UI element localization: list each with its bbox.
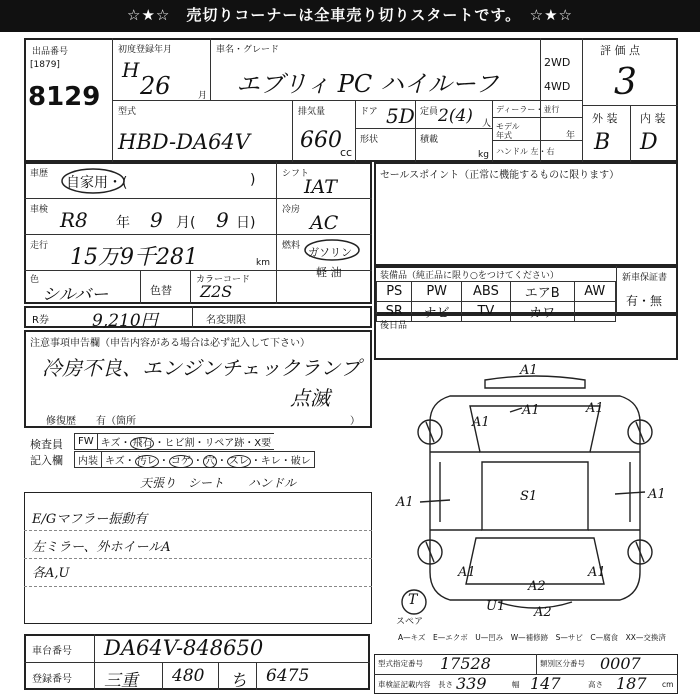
mark-a2-bumper: A2 <box>534 605 552 618</box>
notes-label: 後日品 <box>380 321 408 331</box>
name-label: 車名・グレード <box>216 45 280 55</box>
aircon-label: 冷房 <box>282 205 301 215</box>
mark-a1-lr: A1 <box>458 565 476 580</box>
equip-navi: ナビ <box>412 302 461 322</box>
length: 339 <box>456 674 487 693</box>
inspector-note-2: 左ミラー、外ホイールA <box>32 540 171 555</box>
int-rest: ・キレ・破レ <box>250 456 311 467</box>
check-label-2: 記入欄 <box>30 454 63 467</box>
chassis-label: 車台番号 <box>32 646 72 657</box>
reg-month-unit: 月 <box>198 91 208 101</box>
name-change-label: 名変期限 <box>206 315 246 326</box>
legend: A—キズ E—エクボ U—凹み W—補修跡 S—サビ C—腐食 XX—交換済 <box>398 633 666 642</box>
load-label: 積載 <box>420 135 439 145</box>
mark-a1-left: A1 <box>396 495 414 510</box>
car-diagram <box>390 362 680 618</box>
mark-u1: U1 <box>486 599 506 614</box>
shape-label: 形状 <box>360 135 379 145</box>
declaration-line2: 点滅 <box>290 386 330 410</box>
fuel-circle-mark <box>302 238 362 262</box>
ext-label: 外 装 <box>592 112 618 125</box>
warranty-value: 有・無 <box>626 294 663 308</box>
height: 187 <box>616 674 647 693</box>
year-unit: 年 <box>566 131 576 141</box>
car-name: エブリィ PC ハイルーフ <box>236 70 499 98</box>
mark-a1-rf: A1 <box>586 401 604 416</box>
width: 147 <box>530 674 561 693</box>
ext-grade: B <box>594 130 611 155</box>
interior-check-row <box>74 451 315 468</box>
model: HBD-DA64V <box>118 130 250 154</box>
history-close: ) <box>250 172 256 188</box>
cm-unit: cm <box>662 680 674 689</box>
fw-scratch <box>97 434 274 450</box>
fw-cell: FW <box>75 434 98 450</box>
int-sep-1: ・ <box>158 456 169 467</box>
plate-number: 6475 <box>266 666 310 686</box>
capacity: 2(4) <box>438 106 473 126</box>
fw-chip: 飛石 <box>132 438 153 449</box>
int-dirt: 汚レ <box>136 456 157 467</box>
spare-label: スペア <box>396 617 424 627</box>
inspector-note-3: 各A,U <box>32 566 70 581</box>
km-unit: km <box>256 258 270 268</box>
mark-a1-hood: A1 <box>522 403 540 418</box>
notes-section <box>374 314 678 360</box>
insp-day: 9 <box>216 208 229 232</box>
int-scratch: キズ・ <box>105 456 135 467</box>
shift-label: シフト <box>282 169 310 179</box>
model-year-label: モデル年式 <box>496 122 520 140</box>
insp-month-unit: 月( <box>176 215 196 231</box>
int-grade: D <box>640 130 658 155</box>
mark-a1-lf-door: A1 <box>472 415 490 430</box>
history-circle-mark <box>58 166 128 196</box>
check-hand-notes: 天張り シート ハンドル <box>140 476 297 490</box>
selling-point-label: セールスポイント（正常に機能するものに限ります） <box>380 170 620 181</box>
aircon: AC <box>310 212 339 234</box>
int-cell: 内装 <box>75 452 102 468</box>
insp-era: R8 <box>60 208 88 232</box>
inspector-note-1: E/Gマフラー振動有 <box>32 512 148 527</box>
recycle: 9,210円 <box>92 311 158 331</box>
repair-label: 修復歴 有（箇所 <box>46 416 136 427</box>
equip-sr: SR <box>377 302 412 322</box>
insp-month: 9 <box>150 208 163 232</box>
insp-day-unit: 日) <box>236 215 256 231</box>
lot-sub: [1879] <box>30 60 60 70</box>
height-label: 高さ <box>588 680 603 689</box>
cert-label: 車検証記載内容 <box>378 680 431 689</box>
fw-rest: ・ヒビ割・リペア跡・X要 <box>154 438 272 449</box>
equip-leather: カワ <box>510 302 574 322</box>
drive-4wd: 4WD <box>544 80 571 93</box>
kg-unit: kg <box>478 150 489 160</box>
declaration-line1: 冷房不良、エンジンチェックランプ <box>42 356 361 380</box>
int-items <box>102 452 315 468</box>
lot-label: 出品番号 <box>32 47 69 57</box>
fw-scratch-text: キズ・ <box>100 438 131 449</box>
plate-kana: ち <box>230 671 247 691</box>
mileage-label: 走行 <box>30 241 49 251</box>
equip-aw: AW <box>574 282 616 302</box>
mark-s1: S1 <box>520 489 538 504</box>
dealer-label: ディーラー・並行 <box>496 105 560 114</box>
color-change-label: 色替 <box>150 284 172 297</box>
equipment-label: 装備品（純正品に限り○をつけてください） <box>380 271 559 281</box>
color-code-label: カラーコード <box>196 275 251 285</box>
chassis: DA64V-848650 <box>104 636 264 660</box>
mark-a1-rr: A1 <box>588 565 606 580</box>
recycle-label: R券 <box>32 315 49 326</box>
plate-class: 480 <box>172 666 205 686</box>
fuel-label: 燃料 <box>282 241 301 251</box>
color: シルバー <box>42 285 109 305</box>
width-label: 幅 <box>512 680 520 689</box>
spare-mark: T <box>408 592 418 608</box>
int-label: 内 装 <box>640 112 666 125</box>
fuel-gas: ガソリン <box>308 246 352 259</box>
doors-label: ドア <box>360 107 378 117</box>
model-label: 型式 <box>118 107 137 117</box>
mileage: 15万9千281 <box>70 245 198 270</box>
score-label: 評 価 点 <box>600 44 640 57</box>
shift: IAT <box>304 176 337 198</box>
inspection-label: 車検 <box>30 205 49 215</box>
displacement: 660 <box>300 128 342 153</box>
plate-region: 三重 <box>104 671 138 691</box>
person-unit: 人 <box>482 119 492 129</box>
equip-ps: PS <box>377 282 412 302</box>
plate-label: 登録番号 <box>32 674 72 685</box>
mark-a1-roof: A1 <box>520 363 538 378</box>
category: 0007 <box>600 654 641 673</box>
reg-era: H <box>122 58 140 82</box>
handle-label: ハンドル 左・右 <box>496 147 555 156</box>
int-wear: スレ <box>228 456 249 467</box>
int-hole: 穴 <box>204 456 215 467</box>
type-cert-label: 型式指定番号 <box>378 659 423 668</box>
fw-check-row <box>74 433 274 450</box>
disp-label: 排気量 <box>298 107 326 117</box>
cc-unit: cc <box>340 146 353 159</box>
history-value: 自家用・( <box>66 175 128 191</box>
repair-close: ） <box>350 416 360 427</box>
history-label: 車歴 <box>30 169 49 179</box>
category-label: 類別区分番号 <box>540 659 585 668</box>
int-sep-3: ・ <box>216 456 227 467</box>
length-label: 長さ <box>438 680 453 689</box>
cap-label: 定員 <box>420 107 439 117</box>
header-banner: ☆★☆ 売切りコーナーは全車売り切りスタートです。 ☆★☆ <box>0 0 700 32</box>
drive-2wd: 2WD <box>544 56 571 69</box>
lot-number: 8129 <box>28 82 101 112</box>
score: 3 <box>614 62 637 103</box>
mark-a2-rear: A2 <box>528 579 546 594</box>
recycle-section <box>24 306 372 328</box>
declaration-label: 注意事項申告欄（申告内容がある場合は必ず記入して下さい） <box>30 338 310 349</box>
equip-tv: TV <box>461 302 510 322</box>
mark-a1-right: A1 <box>648 487 666 502</box>
doors: 5D <box>386 104 415 128</box>
equip-airbag: エアB <box>510 282 574 302</box>
type-cert: 17528 <box>440 654 491 673</box>
warranty-label: 新車保証書 <box>622 273 668 283</box>
color-label: 色 <box>30 275 40 285</box>
reg-year: 26 <box>140 72 171 100</box>
equip-abs: ABS <box>461 282 510 302</box>
int-burn: コゲ <box>170 456 191 467</box>
equip-pw: PW <box>412 282 461 302</box>
int-sep-2: ・ <box>192 456 203 467</box>
fuel-diesel: 軽 油 <box>316 266 342 279</box>
color-code: Z2S <box>200 282 233 301</box>
reg-label: 初度登録年月 <box>118 45 173 55</box>
check-label-1: 検査員 <box>30 438 63 451</box>
insp-year-unit: 年 <box>116 215 130 231</box>
